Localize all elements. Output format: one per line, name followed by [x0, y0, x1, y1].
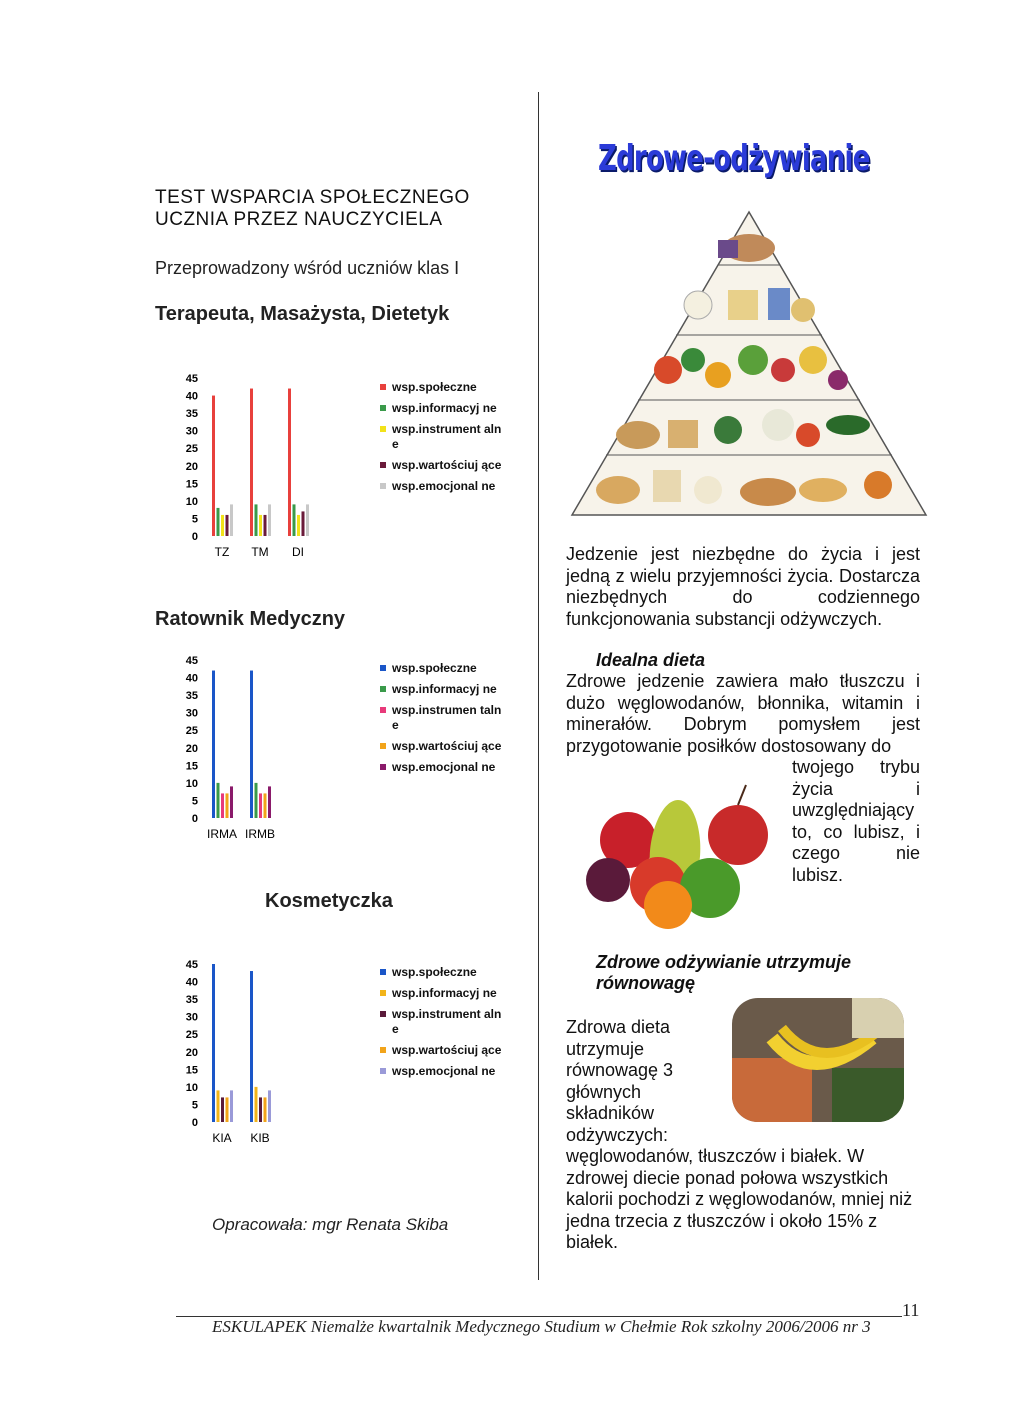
diet-paragraph: Zdrowe jedzenie zawiera mało tłuszczu i dużo węglowodanów, błonnika, witamin i minerałów. Dobrym pomysłem jest przygotowanie posiłków dostosowany do: [566, 671, 920, 756]
legend-label: wsp.społeczne: [392, 380, 477, 394]
bar: [264, 1097, 267, 1122]
author-credit: Opracowała: mgr Renata Skiba: [212, 1215, 449, 1234]
legend-label: wsp.informacyj ne: [392, 682, 497, 696]
chart-kosmetyczka: [170, 956, 350, 1146]
y-tick-label: 0: [191, 1117, 198, 1129]
balance-heading-line-1: Zdrowe odżywianie utrzymuje: [596, 952, 852, 972]
y-tick-label: 45: [185, 655, 198, 667]
y-tick-label: 35: [185, 408, 198, 421]
y-tick-label: 10: [185, 495, 198, 508]
legend-label: wsp.emocjonal ne: [392, 760, 496, 774]
y-tick-label: 15: [185, 760, 198, 773]
survey-title: [155, 187, 470, 231]
section-heading-kosmetyczka: Kosmetyczka: [265, 890, 393, 912]
legend-label: wsp.emocjonal ne: [392, 1064, 496, 1078]
legend-swatch: [380, 990, 386, 996]
diet-side-paragraph: twojego trybu życia i uwzględniający to, co lubisz, i czego nie lubisz.: [792, 757, 920, 885]
bar: [212, 396, 215, 536]
bar: [268, 504, 271, 536]
legend-item: [380, 1064, 502, 1079]
legend-label: wsp.informacyj ne: [392, 401, 497, 415]
legend-item: [380, 703, 502, 733]
legend-swatch: [380, 686, 386, 692]
chart-terapeuta: [170, 370, 350, 560]
bar: [217, 1090, 220, 1122]
bar: [268, 786, 271, 818]
legend-swatch: [380, 384, 386, 390]
y-tick-label: 15: [185, 478, 198, 491]
bar: [230, 786, 233, 818]
fruit-image: [578, 780, 790, 930]
x-tick-label: TZ: [214, 545, 230, 559]
bar: [250, 971, 253, 1122]
bar: [212, 964, 215, 1122]
y-tick-label: 25: [185, 443, 198, 456]
footer-text: ESKULAPEK Niemalże kwartalnik Medycznego Studium w Chełmie Rok szkolny 2006/2006 nr 3: [212, 1317, 871, 1336]
legend-item: [380, 661, 502, 676]
legend-swatch: [380, 462, 386, 468]
y-tick-label: 35: [185, 994, 198, 1007]
bar: [221, 793, 224, 818]
y-tick-label: 10: [185, 1081, 198, 1094]
bar: [212, 671, 215, 818]
bar: [217, 783, 220, 818]
bar: [306, 504, 309, 536]
legend-item: [380, 479, 502, 494]
legend-ratownik: [380, 661, 502, 781]
legend-swatch: [380, 1068, 386, 1074]
bar: [288, 389, 291, 536]
legend-item: [380, 986, 502, 1001]
y-tick-label: 45: [185, 373, 198, 385]
bar: [264, 515, 267, 536]
balance-heading: [596, 952, 920, 994]
x-tick-label: KIB: [250, 1131, 270, 1145]
y-tick-label: 30: [185, 425, 198, 438]
x-tick-label: IRMB: [245, 827, 275, 841]
legend-item: [380, 682, 502, 697]
legend-item: [380, 760, 502, 775]
y-tick-label: 25: [185, 1029, 198, 1042]
bar: [221, 515, 224, 536]
section-heading-ratownik: Ratownik Medyczny: [155, 608, 346, 630]
legend-swatch: [380, 405, 386, 411]
legend-swatch: [380, 426, 386, 432]
legend-item: [380, 965, 502, 980]
bar: [255, 504, 258, 536]
x-tick-label: DI: [292, 545, 304, 559]
survey-title-line-1: TEST WSPARCIA SPOŁECZNEGO: [155, 187, 470, 208]
y-tick-label: 20: [185, 1046, 198, 1059]
survey-subtitle: Przeprowadzony wśród uczniów klas I: [155, 258, 460, 278]
legend-item: [380, 1043, 502, 1058]
bar: [259, 515, 262, 536]
y-tick-label: 20: [185, 742, 198, 755]
y-tick-label: 45: [185, 959, 198, 971]
legend-label: wsp.instrumen talne: [392, 703, 502, 732]
y-tick-label: 0: [191, 531, 198, 543]
bar: [250, 671, 253, 818]
legend-item: [380, 739, 502, 754]
legend-kosmetyczka: [380, 965, 502, 1085]
legend-label: wsp.społeczne: [392, 661, 477, 675]
banner-title-text: Zdrowe-odżywianie: [598, 138, 870, 179]
y-tick-label: 20: [185, 460, 198, 473]
bar: [226, 1097, 229, 1122]
legend-swatch: [380, 743, 386, 749]
x-tick-label: IRMA: [207, 827, 237, 841]
diet-heading: Idealna dieta: [596, 650, 706, 670]
bar: [302, 511, 305, 536]
balance-paragraph: węglowodanów, tłuszczów i białek. W zdrowej diecie ponad połowa wszystkich kalorii pochodzi z węglowodanów, mniej niż jedna trzecia z tłuszczów i około 15% z białek.: [566, 1146, 913, 1252]
legend-label: wsp.wartościuj ące: [392, 739, 502, 753]
y-tick-label: 10: [185, 777, 198, 790]
legend-label: wsp.instrument alne: [392, 422, 502, 451]
column-divider: [538, 92, 539, 1280]
legend-label: wsp.wartościuj ące: [392, 458, 502, 472]
bar: [230, 1090, 233, 1122]
bar: [250, 389, 253, 536]
bar: [226, 793, 229, 818]
legend-label: wsp.społeczne: [392, 965, 477, 979]
chart-ratownik: [170, 652, 350, 842]
market-image: [732, 998, 904, 1122]
y-tick-label: 15: [185, 1064, 198, 1077]
x-tick-label: KIA: [212, 1131, 232, 1145]
legend-item: [380, 380, 502, 395]
y-tick-label: 0: [191, 813, 198, 825]
y-tick-label: 35: [185, 690, 198, 703]
legend-swatch: [380, 764, 386, 770]
bar: [259, 1097, 262, 1122]
survey-title-line-2: UCZNIA PRZEZ NAUCZYCIELA: [155, 209, 443, 230]
intro-paragraph: Jedzenie jest niezbędne do życia i jest jedną z wielu przyjemności życia. Dostarcza niezbędnych do codziennego funkcjonowania substancji odżywczych.: [566, 544, 920, 629]
bar: [230, 504, 233, 536]
legend-swatch: [380, 1047, 386, 1053]
legend-item: [380, 458, 502, 473]
y-tick-label: 30: [185, 1011, 198, 1024]
bar: [293, 504, 296, 536]
bar: [255, 1087, 258, 1122]
y-tick-label: 30: [185, 707, 198, 720]
legend-item: [380, 422, 502, 452]
page-number: 11: [902, 1300, 920, 1320]
bar: [297, 515, 300, 536]
bar: [268, 1090, 271, 1122]
legend-label: wsp.instrument alne: [392, 1007, 502, 1036]
legend-swatch: [380, 1011, 386, 1017]
legend-swatch: [380, 483, 386, 489]
y-tick-label: 5: [191, 1099, 198, 1112]
legend-item: [380, 401, 502, 416]
legend-terapeuta: [380, 380, 502, 500]
bar: [221, 1097, 224, 1122]
legend-item: [380, 1007, 502, 1037]
bar: [217, 508, 220, 536]
bar: [259, 793, 262, 818]
legend-swatch: [380, 969, 386, 975]
legend-label: wsp.emocjonal ne: [392, 479, 496, 493]
banner-title: [598, 138, 898, 188]
food-pyramid-image: [568, 210, 930, 520]
y-tick-label: 40: [185, 976, 198, 989]
x-tick-label: TM: [251, 545, 269, 559]
y-tick-label: 5: [191, 513, 198, 526]
balance-side-paragraph: Zdrowa dieta utrzymuje równowagę 3 głównych składników odżywczych:: [566, 1017, 674, 1145]
section-heading-terapeuta: Terapeuta, Masażysta, Dietetyk: [155, 303, 450, 325]
legend-label: wsp.wartościuj ące: [392, 1043, 502, 1057]
bar: [226, 515, 229, 536]
legend-swatch: [380, 707, 386, 713]
balance-heading-line-2: równowagę: [596, 973, 696, 993]
y-tick-label: 40: [185, 390, 198, 403]
legend-label: wsp.informacyj ne: [392, 986, 497, 1000]
bar: [255, 783, 258, 818]
y-tick-label: 40: [185, 672, 198, 685]
legend-swatch: [380, 665, 386, 671]
y-tick-label: 5: [191, 795, 198, 808]
bar: [264, 793, 267, 818]
y-tick-label: 25: [185, 725, 198, 738]
